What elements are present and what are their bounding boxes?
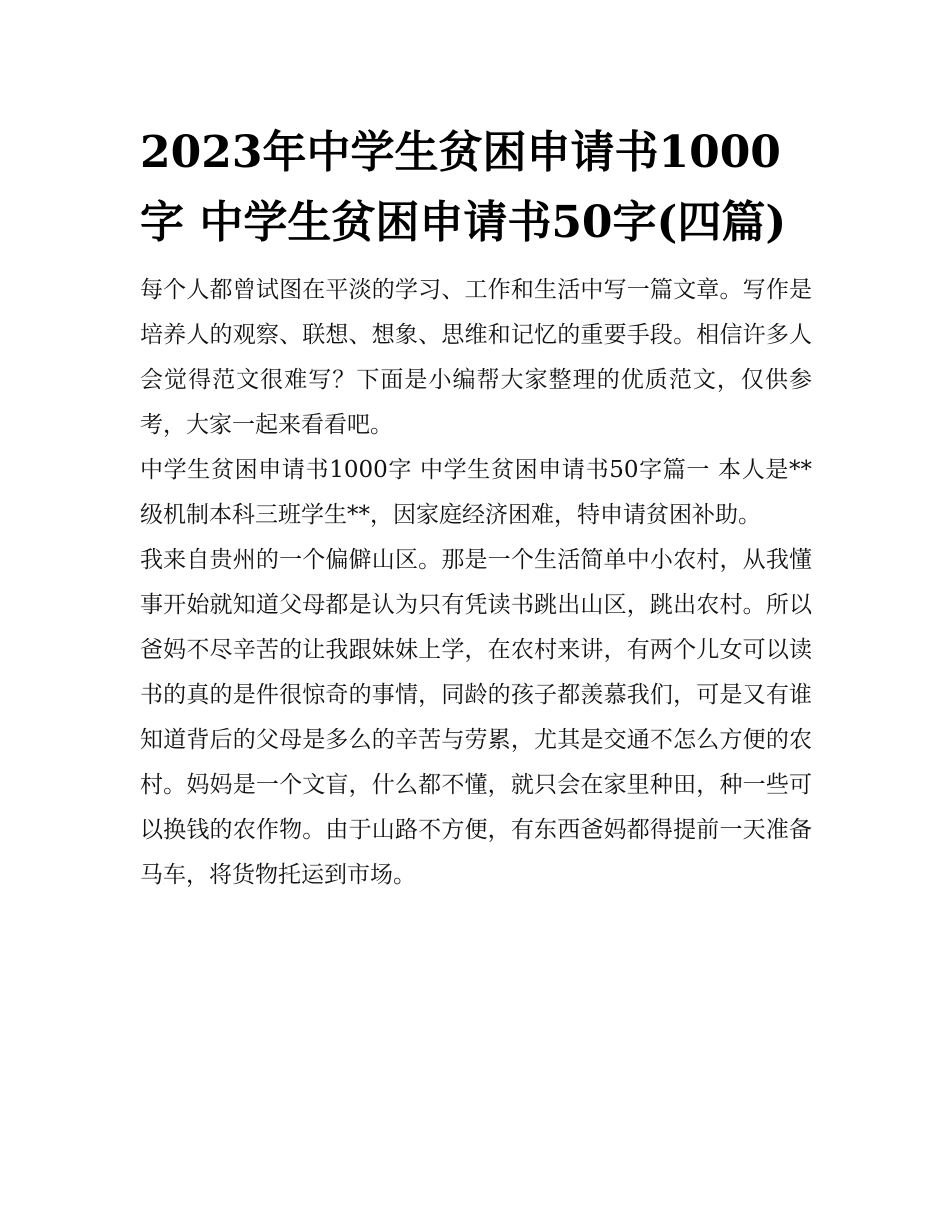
paragraph-application: 中学生贫困申请书1000字 中学生贫困申请书50字篇一 本人是**级机制本科三班学生**，因家庭经济困难，特申请贫困补助。 (140, 457, 812, 528)
document-title: 2023年中学生贫困申请书1000字 中学生贫困申请书50字(四篇) (140, 127, 787, 248)
paragraph-intro: 每个人都曾试图在平淡的学习、工作和生活中写一篇文章。写作是培养人的观察、联想、想象、思维和记忆的重要手段。相信许多人会觉得范文很难写？下面是小编帮大家整理的优质范文，仅供参考，大家一起来看看吧。 (140, 277, 812, 438)
paragraph-background: 我来自贵州的一个偏僻山区。那是一个生活简单中小农村，从我懂事开始就知道父母都是认为只有凭读书跳出山区，跳出农村。所以爸妈不尽辛苦的让我跟妹妹上学，在农村来讲，有两个儿女可以读书的真的是件很惊奇的事情，同龄的孩子都羡慕我们，可是又有谁知道背后的父母是多么的辛苦与劳累，尤其是交通不怎么方便的农村。妈妈是一个文盲，什么都不懂，就只会在家里种田，种一些可以换钱的农作物。由于山路不方便，有东西爸妈都得提前一天准备马车，将货物托运到市场。 (140, 547, 812, 888)
document-body (140, 268, 812, 898)
document-content (140, 118, 812, 898)
